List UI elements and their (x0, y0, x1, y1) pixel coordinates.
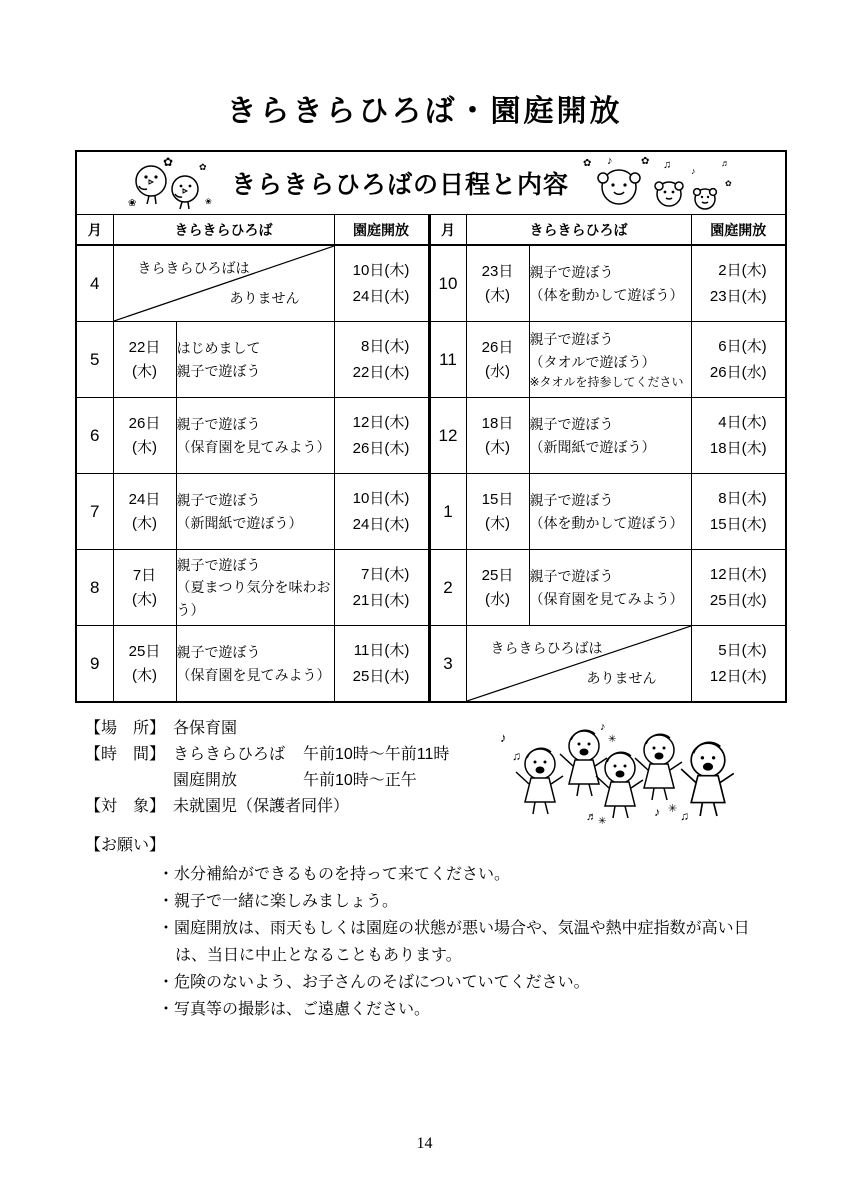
activity-cell: 親子で遊ぼう （保育園を見てみよう） (176, 626, 334, 703)
garden-dates-cell: 12日(木) 26日(木) (334, 398, 429, 474)
svg-text:✿: ✿ (641, 156, 650, 167)
month-cell: 11 (429, 322, 466, 398)
month-cell: 12 (429, 398, 466, 474)
activity-cell: 親子で遊ぼう （体を動かして遊ぼう） (529, 474, 691, 550)
svg-text:♫: ♫ (663, 159, 672, 171)
request-item: ・園庭開放は、雨天もしくは園庭の状態が悪い場合や、気温や熱中症指数が高い日は、当日に中止となることもあります。 (158, 920, 750, 964)
request-item: ・写真等の撮影は、ご遠慮ください。 (158, 1001, 431, 1018)
svg-text:♬: ♬ (721, 158, 731, 168)
activity-cell: 親子で遊ぼう （保育園を見てみよう） (529, 550, 691, 626)
svg-text:✳: ✳ (598, 816, 607, 827)
date-cell: 25日 (木) (113, 626, 176, 703)
svg-text:♪: ♪ (607, 155, 613, 167)
time-garden-name: 園庭開放 (173, 772, 238, 789)
svg-text:♪: ♪ (500, 730, 507, 745)
garden-dates-cell: 8日(木) 22日(木) (334, 322, 429, 398)
activity-cell: 親子で遊ぼう （新聞紙で遊ぼう） (529, 398, 691, 474)
garden-dates-cell: 7日(木) 21日(木) (334, 550, 429, 626)
date-cell: 7日 (木) (113, 550, 176, 626)
garden-dates-cell: 10日(木) 24日(木) (334, 245, 429, 322)
page-number: 14 (416, 1135, 433, 1152)
schedule-row-aug-feb (76, 550, 786, 626)
request-item: ・危険のないよう、お子さんのそばについていてください。 (158, 974, 590, 991)
place-label: 【場 所】 (85, 720, 166, 737)
garden-dates-cell: 10日(木) 24日(木) (334, 474, 429, 550)
closed-text-line2: ありません (586, 670, 657, 686)
schedule-row-jun-dec (76, 398, 786, 474)
table-title-band (76, 151, 786, 215)
col-month-right: 月 (429, 215, 466, 246)
activity-cell: 親子で遊ぼう （夏まつり気分を味わおう） (176, 550, 334, 626)
svg-text:♪: ♪ (691, 166, 696, 176)
requests-label: 【お願い】 (85, 837, 166, 854)
svg-text:✿: ✿ (583, 158, 592, 169)
activity-cell: はじめまして 親子で遊ぼう (176, 322, 334, 398)
date-cell: 22日 (木) (113, 322, 176, 398)
animals-music-illustration (579, 154, 737, 212)
date-cell: 25日 (水) (466, 550, 529, 626)
garden-dates-cell: 2日(木) 23日(木) (691, 245, 786, 322)
activity-cell: 親子で遊ぼう （体を動かして遊ぼう） (529, 245, 691, 322)
svg-text:❀: ❀ (128, 198, 137, 209)
schedule-row-jul-jan (76, 474, 786, 550)
request-item: ・親子で一緒に楽しみましょう。 (158, 893, 399, 910)
month-cell: 8 (76, 550, 113, 626)
col-hiroba-right: きらきらひろば (466, 215, 691, 246)
hiroba-closed-cell (113, 245, 334, 322)
month-cell: 6 (76, 398, 113, 474)
garden-dates-cell: 4日(木) 18日(木) (691, 398, 786, 474)
requests-section (85, 832, 775, 1023)
month-cell: 5 (76, 322, 113, 398)
children-dancing-illustration (496, 712, 746, 832)
place-value: 各保育園 (173, 720, 238, 737)
table-title: きらきらひろばの日程と内容 (231, 171, 570, 199)
month-cell: 9 (76, 626, 113, 703)
schedule-table (75, 150, 787, 703)
activity-cell: 親子で遊ぼう （タオルで遊ぼう） ※タオルを持参してください (529, 322, 691, 398)
svg-text:✳: ✳ (668, 803, 678, 815)
time-label: 【時 間】 (85, 746, 166, 763)
svg-text:✿: ✿ (725, 179, 732, 188)
date-cell: 23日 (木) (466, 245, 529, 322)
schedule-row-apr-oct (76, 245, 786, 322)
page-title: きらきらひろば・園庭開放 (226, 95, 623, 128)
month-cell: 4 (76, 245, 113, 322)
info-section (85, 716, 449, 820)
date-cell: 24日 (木) (113, 474, 176, 550)
time-garden-value: 午前10時～正午 (303, 772, 417, 789)
time-hiroba-value: 午前10時～午前11時 (303, 746, 450, 763)
date-cell: 18日 (木) (466, 398, 529, 474)
table-header-row (76, 215, 786, 246)
garden-dates-cell: 5日(木) 12日(木) (691, 626, 786, 703)
month-cell: 10 (429, 245, 466, 322)
schedule-row-may-nov (76, 322, 786, 398)
chicks-illustration (125, 154, 221, 212)
svg-text:✿: ✿ (199, 162, 207, 172)
garden-dates-cell: 6日(木) 26日(水) (691, 322, 786, 398)
date-cell: 26日 (水) (466, 322, 529, 398)
col-month-left: 月 (76, 215, 113, 246)
month-cell: 7 (76, 474, 113, 550)
svg-text:✳: ✳ (608, 734, 617, 745)
date-cell: 15日 (木) (466, 474, 529, 550)
svg-text:❀: ❀ (205, 197, 212, 206)
col-garden-left: 園庭開放 (334, 215, 429, 246)
closed-text-line1: きらきらひろばは (490, 640, 603, 656)
date-cell: 26日 (木) (113, 398, 176, 474)
closed-text-line2: ありません (229, 290, 300, 306)
svg-text:♫: ♫ (512, 749, 521, 763)
target-value: 未就園児（保護者同伴） (173, 798, 350, 815)
month-cell: 3 (429, 626, 466, 703)
request-item: ・水分補給ができるものを持って来てください。 (158, 866, 511, 883)
garden-dates-cell: 8日(木) 15日(木) (691, 474, 786, 550)
closed-text-line1: きらきらひろばは (137, 260, 250, 276)
schedule-row-sep-mar (76, 626, 786, 703)
col-hiroba-left: きらきらひろば (113, 215, 334, 246)
svg-text:♪: ♪ (654, 805, 660, 819)
target-label: 【対 象】 (85, 798, 166, 815)
table-title-row (76, 151, 786, 215)
month-cell: 1 (429, 474, 466, 550)
svg-text:♪: ♪ (600, 721, 606, 733)
activity-cell: 親子で遊ぼう （新聞紙で遊ぼう） (176, 474, 334, 550)
garden-dates-cell: 11日(木) 25日(木) (334, 626, 429, 703)
time-hiroba-name: きらきらひろば (173, 746, 286, 763)
svg-text:♬: ♬ (586, 811, 597, 823)
hiroba-closed-cell (466, 626, 691, 703)
garden-dates-cell: 12日(木) 25日(水) (691, 550, 786, 626)
svg-text:✿: ✿ (163, 155, 174, 169)
col-garden-right: 園庭開放 (691, 215, 786, 246)
svg-text:♫: ♫ (680, 809, 689, 823)
month-cell: 2 (429, 550, 466, 626)
activity-cell: 親子で遊ぼう （保育園を見てみよう） (176, 398, 334, 474)
